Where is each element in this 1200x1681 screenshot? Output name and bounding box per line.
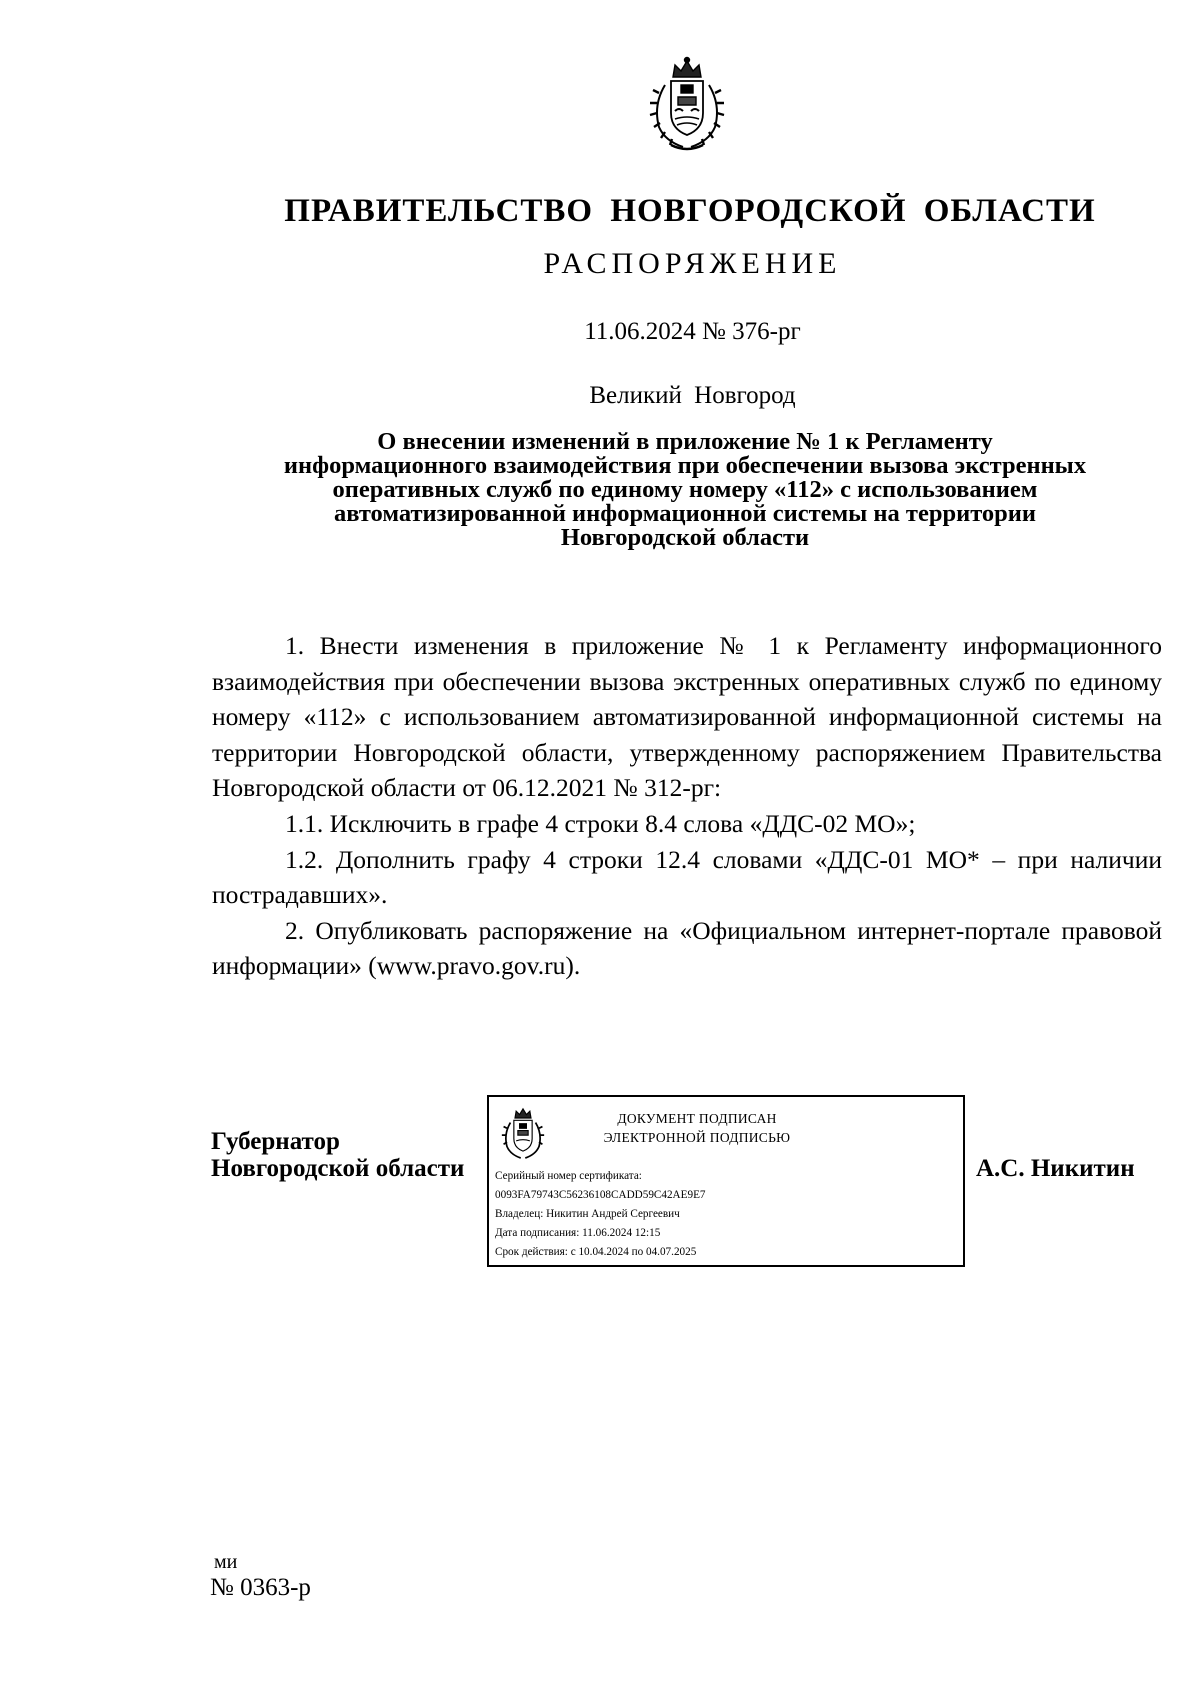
signature-heading	[567, 1109, 827, 1147]
signature-emblem-icon	[499, 1105, 547, 1163]
signer-title-line2: Новгородской области	[211, 1155, 465, 1182]
certificate-owner: Владелец: Никитин Андрей Сергеевич	[495, 1208, 680, 1220]
paragraph-1: 1. Внести изменения в приложение № 1 к Регламенту информационного взаимодействия при обеспечении вызова экстренных оперативных служб по единому номеру «112» с использованием автоматизированной информационной системы на территории Новгородской области, утвержденному распоряжением Правительства Новгородской области от 06.12.2021 № 312-рг:	[212, 631, 1162, 803]
paragraph-2: 2. Опубликовать распоряжение на «Официальном интернет-портале правовой информации» (www.pravo.gov.ru).	[212, 915, 1162, 981]
signature-details	[495, 1167, 706, 1262]
signing-date: Дата подписания: 11.06.2024 12:15	[495, 1227, 661, 1239]
certificate-label: Серийный номер сертификата:	[495, 1170, 642, 1182]
registration-number: № 0363-р	[210, 1574, 311, 1601]
subject-line: оперативных служб по единому номеру «112» с использованием	[332, 476, 1038, 503]
signer-title	[211, 1128, 464, 1182]
document-city: Великий Новгород	[589, 382, 796, 409]
signer-title-line1: Губернатор	[211, 1128, 340, 1155]
signer-name: А.С. Никитин	[976, 1155, 1135, 1182]
certificate-serial: 0093FA79743C56236108CADD59C42AE9E7	[495, 1189, 706, 1201]
document-type: РАСПОРЯЖЕНИЕ	[543, 247, 842, 280]
subject-line: автоматизированной информационной системы на территории	[333, 500, 1037, 527]
subject-line: Новгородской области	[560, 524, 810, 551]
novgorod-coat-of-arms-icon	[645, 55, 729, 155]
document-subject	[210, 430, 1160, 550]
government-title: ПРАВИТЕЛЬСТВО НОВГОРОДСКОЙ ОБЛАСТИ	[284, 193, 1096, 229]
document-body	[212, 628, 1162, 984]
paragraph-1-2: 1.2. Дополнить графу 4 строки 12.4 словами «ДДС-01 МО* – при наличии пострадавших».	[212, 844, 1162, 910]
electronic-signature-stamp	[487, 1095, 965, 1267]
document-date-number: 11.06.2024 № 376-рг	[584, 318, 801, 345]
executor-initials: ми	[214, 1551, 238, 1573]
signature-heading-line2: ЭЛЕКТРОННОЙ ПОДПИСЬЮ	[603, 1130, 791, 1145]
subject-line: информационного взаимодействия при обеспечении вызова экстренных	[283, 452, 1087, 479]
subject-line: О внесении изменений в приложение № 1 к Регламенту	[377, 428, 993, 455]
certificate-validity: Срок действия: с 10.04.2024 по 04.07.2025	[495, 1246, 697, 1258]
paragraph-1-1: 1.1. Исключить в графе 4 строки 8.4 слова «ДДС-02 МО»;	[285, 808, 916, 838]
signature-heading-line1: ДОКУМЕНТ ПОДПИСАН	[617, 1111, 777, 1126]
